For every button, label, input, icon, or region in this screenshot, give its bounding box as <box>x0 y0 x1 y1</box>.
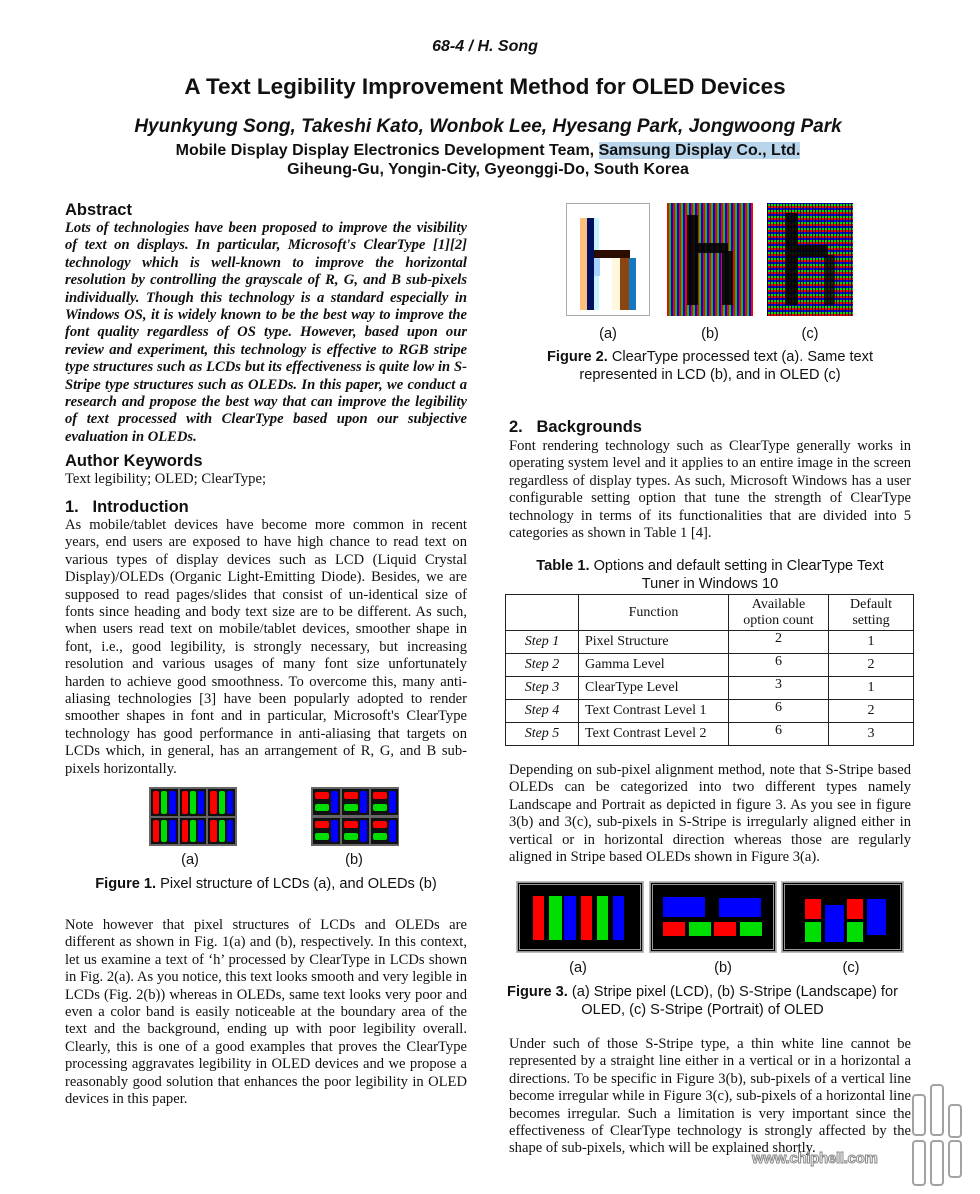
figure-3a-stripe <box>517 882 643 952</box>
address: Giheung-Gu, Yongin-City, Gyeonggi-Do, South Korea <box>287 161 689 178</box>
default-cell: 2 <box>829 700 914 723</box>
introduction-paragraph-1: As mobile/tablet devices have become more common in recent years, end users are exposed to have high chance to read text on various types of display devices such as LCD (Liquid Crystal Display)/OLEDs (Organic Light-Emitting Diode). Besides, we are supposed to read pages/slides that consist of un-identical size of fonts since heading and body text size are to be different. As such, when users read text on mobile/tablet devices, smoother shape in font, i.e., good legibility, is strongly necessary, but increasing resolution and various usages of many font size unfortunately harden to achieve good smoothness. To overcome this, many anti-aliasing technologies [3] have been popularly adopted to render smoother shapes in font and in particular, Microsoft's ClearType technology has good performance in anti-aliasing that targets on LCDs which, in general, has an arrangement of R, G, and B sub-pixels horizontally. <box>65 517 467 777</box>
step-cell: Step 3 <box>506 677 579 700</box>
figure-3b-label: (b) <box>714 960 732 976</box>
figure-3-caption: Figure 3. (a) Stripe pixel (LCD), (b) S-Stripe (Landscape) for OLED, (c) S-Stripe (Portrait) of OLED <box>507 984 898 1018</box>
step-cell: Step 1 <box>506 631 579 654</box>
function-cell: Pixel Structure <box>579 631 729 654</box>
default-cell: 1 <box>829 631 914 654</box>
figure-1a-label: (a) <box>181 852 199 868</box>
figure-3c-s-stripe-portrait <box>782 882 903 952</box>
chiphell-logo-watermark <box>905 1075 977 1190</box>
introduction-heading: 1. Introduction <box>65 498 189 516</box>
table-header-row <box>506 595 914 631</box>
figure-2b-label: (b) <box>701 326 719 342</box>
figure-2b-lcd-render <box>667 203 753 316</box>
table-row <box>506 723 914 746</box>
figure-2c-oled-render <box>767 203 853 316</box>
header-function: Function <box>579 595 729 631</box>
function-cell: Gamma Level <box>579 654 729 677</box>
abstract-text: Lots of technologies have been proposed to improve the visibility of text on displays. In particular, Microsoft's ClearType [1][2] technology which is well-known to improve the horizontal resolution by controlling the grayscale of R, G, and B sub-pixels individually. Though this technology is a standard especially in Windows OS, it is widely known to be the best way to improve the font quality regardless of OS type. However, based upon our review and experiment, this technology is effective to RGB stripe type structures such as LCDs but its effectiveness is quite low in S-Stripe type structures such as OLEDs. In this paper, we conduct a research and propose the best way that can improve the legibility of text processed with ClearType based upon our subjective evaluation in OLEDs. <box>65 220 467 445</box>
figure-2c-label: (c) <box>801 326 819 342</box>
header-option-count: Available option count <box>729 595 829 631</box>
running-header: 68-4 / H. Song <box>432 38 538 55</box>
backgrounds-paragraph-1: Font rendering technology such as ClearType generally works in operating system level and it applies to an entire image in the screen regardless of display types. As such, Microsoft Windows has a user configurable setting option that tune the strength of ClearType technology in terms of its functionalities that are divided into 5 categories as shown in Table 1 [4]. <box>509 438 911 542</box>
default-cell: 1 <box>829 677 914 700</box>
option-count-cell: 6 <box>729 700 829 723</box>
figure-2-caption: Figure 2. ClearType processed text (a). Same text represented in LCD (b), and in OLED (c) <box>546 349 874 383</box>
table-1 <box>505 594 914 746</box>
function-cell: Text Contrast Level 1 <box>579 700 729 723</box>
figure-3b-s-stripe-landscape <box>650 882 776 952</box>
keywords-text: Text legibility; OLED; ClearType; <box>65 471 267 487</box>
affiliation-company-highlighted[interactable]: Samsung Display Co., Ltd. <box>598 142 801 159</box>
introduction-paragraph-2: Note however that pixel structures of LCDs and OLEDs are different as shown in Fig. 1(a) and (b), respectively. In this context, let us examine a text of ‘h’ processed by ClearType in LCDs shown in Fig. 2(a). As you notice, this text looks smooth and very legible in LCDs (Fig. 2(b)) whereas in OLEDs, same text looks very poor and even a color band is easily noticeable at the boundary area of the text and the background, ending up with poor legibility overall. Clearly, this is one of a good examples that proves the ClearType processing aggravates legibility in OLED devices and we propose a reasonably good solution that enhances the poor legibility in OLED devices in this paper. <box>65 917 467 1108</box>
option-count-cell: 6 <box>729 654 829 677</box>
watermark-url: www.chiphell.com <box>752 1150 878 1167</box>
step-cell: Step 5 <box>506 723 579 746</box>
figure-1b-oled-pixels <box>311 787 399 846</box>
abstract-heading: Abstract <box>65 201 132 219</box>
option-count-cell: 6 <box>729 723 829 746</box>
default-cell: 3 <box>829 723 914 746</box>
backgrounds-heading: 2. Backgrounds <box>509 418 642 436</box>
option-count-cell: 3 <box>729 677 829 700</box>
figure-1a-lcd-pixels <box>149 787 237 846</box>
figure-3a-label: (a) <box>569 960 587 976</box>
keywords-heading: Author Keywords <box>65 452 203 470</box>
figure-1-caption: Figure 1. Pixel structure of LCDs (a), and OLEDs (b) <box>95 876 437 892</box>
figure-2a-label: (a) <box>599 326 617 342</box>
header-default: Default setting <box>829 595 914 631</box>
authors: Hyunkyung Song, Takeshi Kato, Wonbok Lee, Hyesang Park, Jongwoong Park <box>134 116 842 137</box>
backgrounds-paragraph-3: Under such of those S-Stripe type, a thin white line cannot be represented by a straight line either in a vertical or in a horizontal a directions. To be specific in Figure 3(b), sub-pixels of a vertical line become irregular while in Figure 3(c), sub-pixels of a horizontal line becomes irregular. Such a limitation is very important since the effectiveness of ClearType technology is strongly affected by the shape of sub-pixels, which will be explained shortly. <box>509 1036 911 1157</box>
paper-title: A Text Legibility Improvement Method for OLED Devices <box>184 74 786 99</box>
default-cell: 2 <box>829 654 914 677</box>
figure-3c-label: (c) <box>842 960 860 976</box>
table-row <box>506 654 914 677</box>
function-cell: Text Contrast Level 2 <box>579 723 729 746</box>
table-row <box>506 700 914 723</box>
function-cell: ClearType Level <box>579 677 729 700</box>
affiliation <box>0 142 976 160</box>
backgrounds-paragraph-2: Depending on sub-pixel alignment method, note that S-Stripe based OLEDs can be categorized into two different types namely Landscape and Portrait as depicted in figure 3. As you see in figure 3(b) and 3(c), sub-pixels in S-Stripe is irregularly aligned either in vertical or in horizontal direction whereas those are regularly aligned in Stripe based OLEDs shown in Figure 3(a). <box>509 762 911 866</box>
table-row <box>506 677 914 700</box>
step-cell: Step 4 <box>506 700 579 723</box>
figure-2a-cleartype-h <box>566 203 650 316</box>
option-count-cell: 2 <box>729 631 829 654</box>
affiliation-team: Mobile Display Display Electronics Development Team, <box>175 142 599 159</box>
figure-1b-label: (b) <box>345 852 363 868</box>
table-1-caption: Table 1. Options and default setting in ClearType Text Tuner in Windows 10 <box>536 558 884 592</box>
table-row <box>506 631 914 654</box>
step-cell: Step 2 <box>506 654 579 677</box>
